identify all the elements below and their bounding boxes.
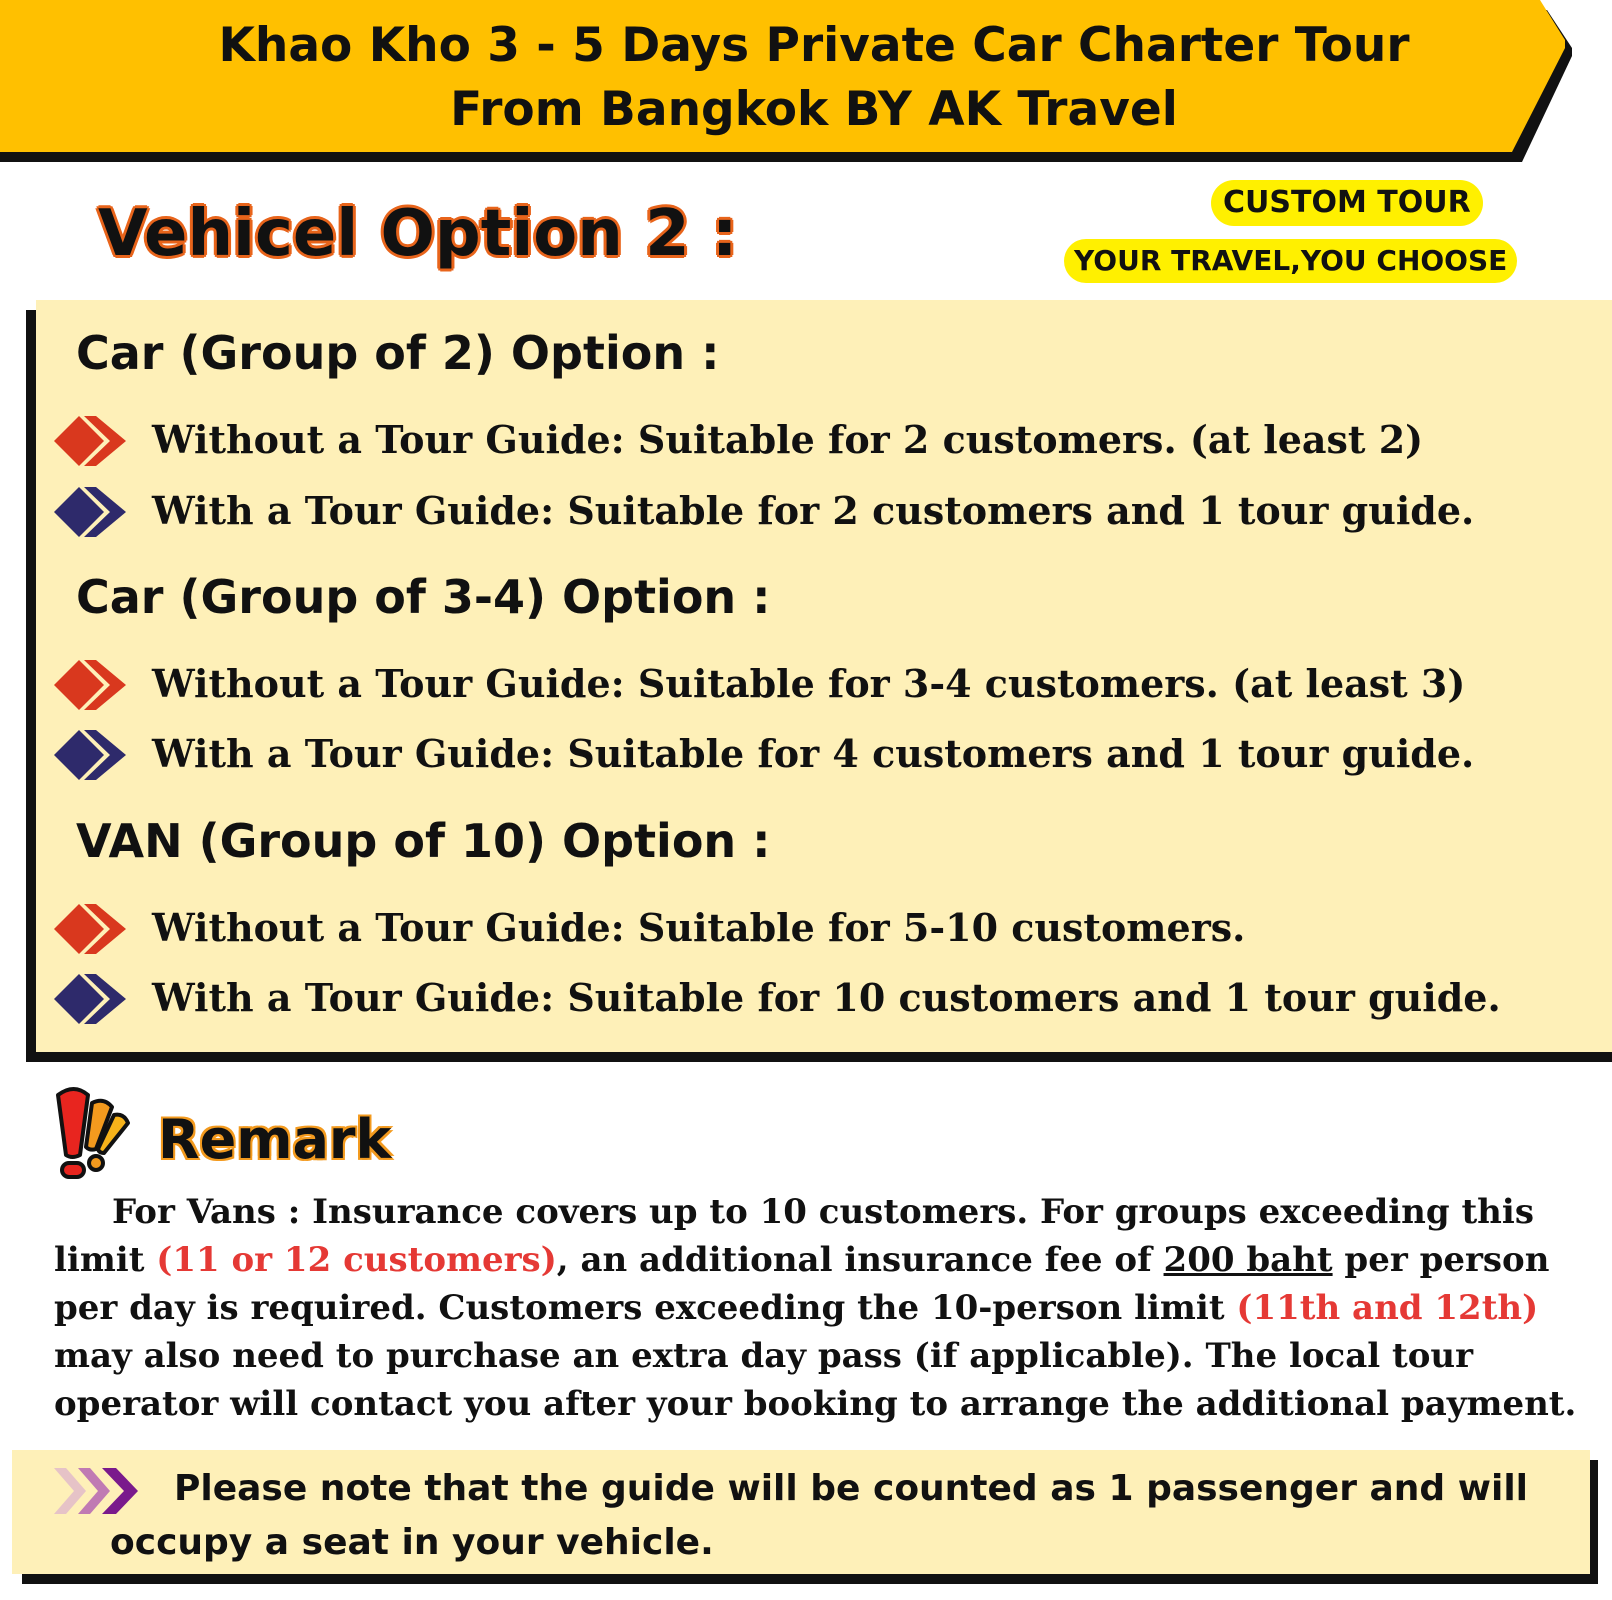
remark-part-7: may also need to purchase an extra day pass (if applicable). The local tour operator will contact you after your booking to arrange the additional payment. xyxy=(54,1336,1577,1424)
banner-title-line2: From Bangkok BY AK Travel xyxy=(450,82,1178,137)
orange-double-chevron-icon xyxy=(54,660,130,710)
group-title-car-2: Car (Group of 2) Option : xyxy=(76,326,720,380)
with-guide-text: With a Tour Guide: Suitable for 10 customers and 1 tour guide. xyxy=(152,975,1501,1020)
without-guide-text: Without a Tour Guide: Suitable for 2 customers. (at least 2) xyxy=(152,417,1424,462)
vehicle-option-title: Vehicel Option 2 : xyxy=(98,197,738,271)
banner-title-line1: Khao Kho 3 - 5 Days Private Car Charter Tour xyxy=(218,18,1410,73)
your-travel-badge: YOUR TRAVEL,YOU CHOOSE xyxy=(1064,239,1517,283)
note-text: Please note that the guide will be counted as 1 passenger and will occupy a seat in your vehicle. xyxy=(110,1468,1529,1563)
remark-paragraph xyxy=(54,1188,1584,1428)
without-guide-text: Without a Tour Guide: Suitable for 3-4 customers. (at least 3) xyxy=(152,661,1466,706)
list-item-without-guide xyxy=(54,410,1594,470)
remark-part-3: , an additional insurance fee of xyxy=(556,1240,1164,1280)
with-guide-text: With a Tour Guide: Suitable for 2 customers and 1 tour guide. xyxy=(152,488,1475,533)
exclamation-icon xyxy=(52,1085,132,1181)
list-item-with-guide xyxy=(54,724,1594,784)
remark-fee-amount: 200 baht xyxy=(1163,1240,1333,1280)
navy-double-chevron-icon xyxy=(54,974,130,1024)
orange-double-chevron-icon xyxy=(54,904,130,954)
remark-title: Remark xyxy=(158,1108,392,1171)
list-item-without-guide xyxy=(54,654,1594,714)
custom-tour-badge: CUSTOM TOUR xyxy=(1211,180,1483,226)
remark-part-5: per person per day is required. Customers exceeding the 10-person limit xyxy=(54,1240,1550,1328)
navy-double-chevron-icon xyxy=(54,487,130,537)
group-title-van-10: VAN (Group of 10) Option : xyxy=(76,814,771,868)
remark-part-1: For Vans : Insurance covers up to 10 customers. For groups exceeding this limit xyxy=(54,1192,1534,1280)
group-title-car-3-4: Car (Group of 3-4) Option : xyxy=(76,570,771,624)
without-guide-text: Without a Tour Guide: Suitable for 5-10 customers. xyxy=(152,905,1246,950)
remark-highlight-11th-12th: (11th and 12th) xyxy=(1236,1288,1539,1328)
title-banner xyxy=(0,0,1612,170)
note-box xyxy=(12,1450,1590,1574)
remark-highlight-customers: (11 or 12 customers) xyxy=(156,1240,557,1280)
with-guide-text: With a Tour Guide: Suitable for 4 customers and 1 tour guide. xyxy=(152,731,1475,776)
list-item-with-guide xyxy=(54,968,1594,1028)
list-item-without-guide xyxy=(54,898,1594,958)
list-item-with-guide xyxy=(54,481,1594,541)
orange-double-chevron-icon xyxy=(54,416,130,466)
navy-double-chevron-icon xyxy=(54,730,130,780)
